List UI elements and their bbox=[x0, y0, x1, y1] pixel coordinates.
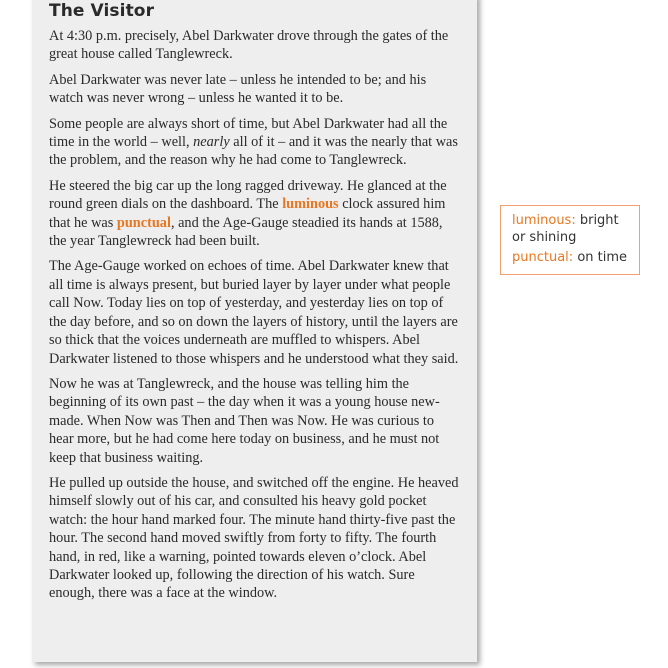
glossary-term: luminous: bbox=[512, 213, 576, 228]
paragraph-3 bbox=[49, 115, 461, 170]
paragraph-7: He pulled up outside the house, and switched off the engine. He heaved himself slowly out of his car, and consulted his heavy gold pocket watch: the hour hand marked four. The minute hand thirty-five past the hour. The second hand moved swiftly from forty to fifty. The fourth hand, in red, like a warning, pointed towards eleven o’clock. Abel Darkwater looked up, following the direction of his watch. Sure enough, there was a face at the window. bbox=[49, 474, 459, 602]
glossary-term: punctual: bbox=[512, 250, 574, 265]
story-title: The Visitor bbox=[49, 1, 155, 21]
glossary-definition: on time bbox=[573, 250, 628, 265]
paragraph-3-part-a: Some people are always short of time, but Abel Darkwater had all the time in the world – well, bbox=[49, 115, 448, 151]
emphasis-nearly: nearly bbox=[193, 134, 230, 151]
paragraph-6: Now he was at Tanglewreck, and the house was telling him the beginning of its own past – the day when it was a young house new-made. When Now was Then and Then was Now. He was curious to hear more, but he had come here today on business, and he must not keep that business waiting. bbox=[49, 375, 440, 466]
paragraph-5: The Age-Gauge worked on echoes of time. Abel Darkwater knew that all time is always present, but buried layer by layer under what people call Now. Today lies on top of yesterday, and yesterday lies on top of the day before, and so on down the layers of history, until the layers are so thick that the voices underneath are muffled to whispers. Abel Darkwater listened to those whispers and he understood what they said. bbox=[49, 258, 459, 367]
glossary-definition: bright or shining bbox=[512, 213, 619, 245]
paragraph-4-part-b: clock assured him that he was bbox=[49, 196, 446, 231]
glossary-box bbox=[500, 205, 640, 275]
vocab-word-luminous: luminous bbox=[282, 196, 339, 213]
glossary-entry-punctual bbox=[512, 249, 629, 266]
paragraph-4-part-c: , and the Age-Gauge steadied its hands at 1588, the year Tanglewreck had been built. bbox=[49, 214, 443, 250]
paragraph-3-part-b: all of it – and it was the nearly that was the problem, and the reason why he had come to Tanglewreck. bbox=[49, 134, 458, 169]
glossary-entry-luminous bbox=[512, 212, 629, 246]
paragraph-1: At 4:30 p.m. precisely, Abel Darkwater drove through the gates of the great house called Tanglewreck. bbox=[49, 28, 449, 63]
paragraph-2: Abel Darkwater was never late – unless he intended to be; and his watch was never wrong – unless he wanted it to be. bbox=[49, 71, 427, 107]
vocab-word-punctual: punctual bbox=[116, 214, 171, 231]
story-panel bbox=[32, 0, 477, 662]
paragraph-4-part-a: He steered the big car up the long ragged driveway. He glanced at the round green dials on the dashboard. The bbox=[49, 177, 447, 213]
paragraph-4 bbox=[49, 177, 461, 251]
